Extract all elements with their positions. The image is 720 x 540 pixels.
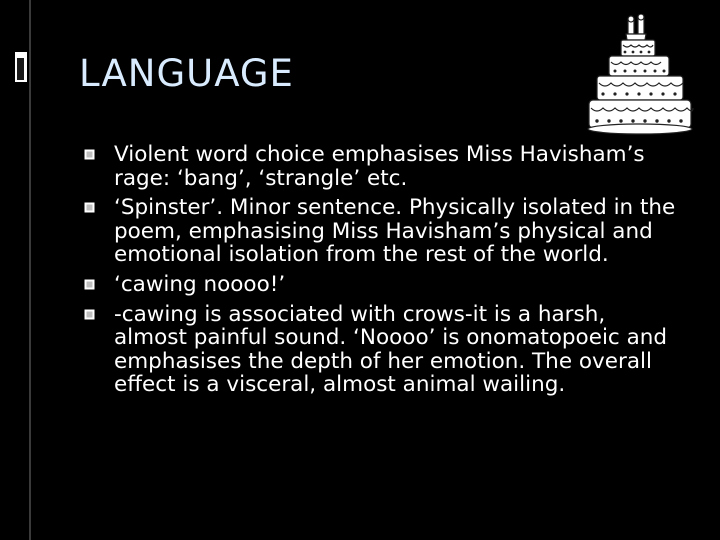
- slide-title: LANGUAGE: [79, 52, 294, 95]
- bullet-text: ‘Spinster’. Minor sentence. Physically isolated in the poem, emphasising Miss Havisham’s physical and emotional isolation from the rest of the world.: [114, 195, 676, 268]
- slide-content: [84, 143, 684, 403]
- left-border-line: [29, 0, 31, 540]
- square-bullet-icon: [84, 202, 95, 213]
- bullet-text: Violent word choice emphasises Miss Havisham’s rage: ‘bang’, ‘strangle’ etc.: [114, 142, 645, 191]
- wedding-cake-icon: [585, 14, 695, 136]
- bullet-item: [84, 143, 684, 190]
- bullet-item: [84, 273, 684, 297]
- bullet-text: -cawing is associated with crows-it is a harsh, almost painful sound. ‘Noooo’ is onomatopoeic and emphasises the depth of her emotion. The overall effect is a visceral, almost animal wailing.: [114, 301, 668, 398]
- square-bullet-icon: [84, 279, 95, 290]
- left-accent-inner: [17, 58, 24, 80]
- bullet-item: [84, 196, 684, 267]
- square-bullet-icon: [84, 309, 95, 320]
- bullet-text: ‘cawing noooo!’: [114, 271, 286, 297]
- square-bullet-icon: [84, 149, 95, 160]
- bullet-list: [84, 143, 684, 397]
- bullet-item: [84, 303, 684, 397]
